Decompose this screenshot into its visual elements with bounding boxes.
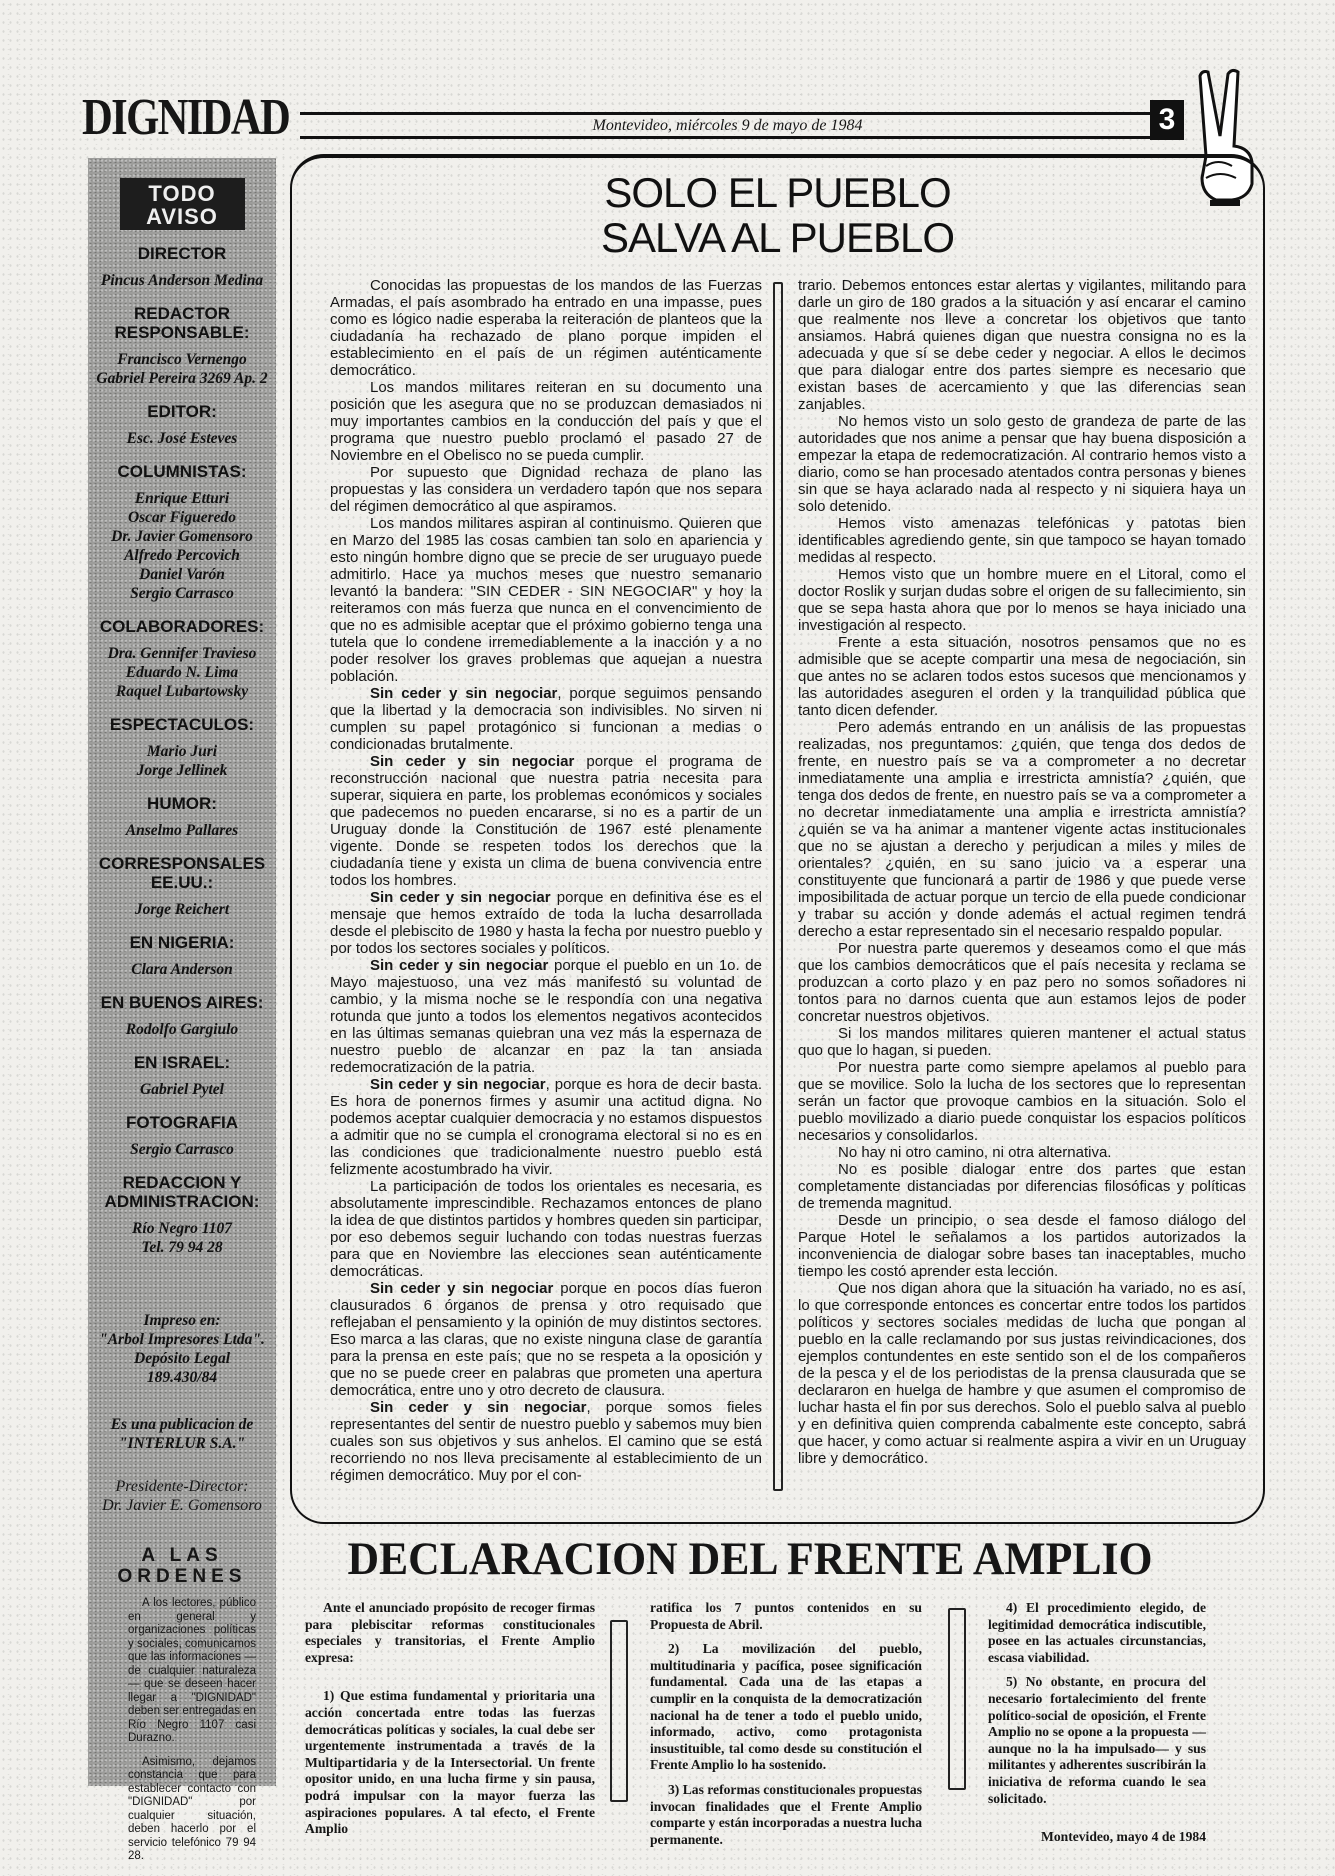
declaration-column — [305, 1600, 595, 1846]
article-paragraph — [798, 277, 1246, 413]
headline-line: SOLO EL PUEBLO — [604, 169, 951, 216]
publisher — [88, 1415, 276, 1453]
paragraph-lead: Sin ceder y sin negociar — [370, 1280, 554, 1297]
declaration-paragraph: 3) Las reformas constitucionales propuestas invocan finalidades que el Frente Amplio comparte y están incorporadas a nuestra lucha permanente. — [650, 1781, 922, 1847]
article-headline — [290, 170, 1265, 260]
declaration-paragraph: Ante el anunciado propósito de recoger firmas para plebiscitar reformas constitucionales especiales y transitorias, el Frente Amplio expresa: — [305, 1600, 595, 1665]
paragraph-text: trario. Debemos entonces estar alertas y vigilantes, militando para darle un giro de 180 grados a la situación y así encarar el camino que realmente nos lleve a concretar los objetivos que tanto ansiamos. Habrá quienes digan que nuestra consigna no es la adecuada y que sí se debe ceder y negociar. A ellos le decimos que para dialogar entre dos partes siempre es necesario que existan bases de acercamiento y que las diferencias sean zanjables. — [798, 277, 1246, 413]
paragraph-text: Hemos visto amenazas telefónicas y patotas bien identificables agrediendo gente, sin que tampoco se hayan tomado medidas al respecto. — [798, 515, 1246, 566]
paragraph-lead: Sin ceder y sin negociar — [370, 1076, 546, 1093]
staff-heading: CORRESPONSALES EE.UU.: — [98, 854, 266, 892]
staff-heading: EN BUENOS AIRES: — [100, 993, 264, 1012]
article-paragraph — [330, 1076, 762, 1178]
article-paragraph — [330, 957, 762, 1076]
declaration-paragraph: ratifica los 7 puntos contenidos en su Propuesta de Abril. — [650, 1600, 922, 1632]
publisher-line: "INTERLUR S.A." — [118, 1435, 246, 1452]
paragraph-text: Por nuestra parte como siempre apelamos al pueblo para que se movilice. Solo la lucha de los sectores que lo representan serán un factor que provoque cambios en la situación. Solo el pueblo movilizado a diario puede conquistar los espacios políticos necesarios y consolidarlos. — [798, 1059, 1246, 1144]
article-paragraph — [798, 1025, 1246, 1059]
staff-name: Daniel Varón — [139, 566, 225, 583]
staff-name: Clara Anderson — [131, 961, 233, 978]
staff-name: Sergio Carrasco — [130, 585, 234, 602]
declaration-title: DECLARACION DEL FRENTE AMPLIO — [347, 1533, 1153, 1585]
paragraph-text: , porque es hora de decir basta. Es hora de ponernos firmes y asumir una actitud digna. No podemos aceptar cualquier democracia y no estamos dispuestos a admitir que no se cumpla el cronograma electoral si no es en las condiciones que tradicionalmente nuestro pueblo está felizmente acostumbrado ha vivir. — [330, 1076, 762, 1178]
article-paragraph — [330, 753, 762, 889]
article-paragraph — [798, 1212, 1246, 1280]
declaration-paragraph: 5) No obstante, en procura del necesario fortalecimiento del frente político-social de oposición, el Frente Amplio no se opone a la propuesta —aunque no la ha impulsado— y sus militantes y adherentes suscribirán la iniciativa de reforma cuando le sea solicitado. — [988, 1674, 1206, 1806]
paragraph-text: Conocidas las propuestas de los mandos de las Fuerzas Armadas, el país asombrado ha entrado en una impasse, pues como es lógico nadie esperaba la reiteración de planteos que la ciudadanía ha rechazado de plano porque impiden el establecimiento en el país de un régimen auténticamente democrático. — [330, 277, 762, 379]
staff-name: Río Negro 1107 — [132, 1220, 232, 1237]
masthead-title: DIGNIDAD — [82, 89, 290, 146]
article-paragraph — [798, 1059, 1246, 1144]
paragraph-lead: Sin ceder y sin negociar — [370, 1399, 587, 1416]
article-paragraph — [330, 464, 762, 515]
ordenes-paragraph: A los lectores, público en general y organizaciones políticas y sociales, comunicamos que las informaciones —de cualquier naturaleza— que se deseen hacer llegar a "DIGNIDAD" deben ser entregadas en Río Negro 1107 casi Durazno. — [128, 1597, 256, 1744]
paragraph-text: Pero además entrando en un análisis de las propuestas realizadas, nos preguntamos: ¿quién, que tenga dos dedos de frente, en nuestro país se va a comprometer a no decretar inmediatamente una amplia e irrestricta amnistía? ¿quién, que tenga dos dedos de frente, en nuestro país se va a comprometer a no decretar inmediatamente una amplia e irrestricta amnistía? ¿quién se va ha animar a mantener vigente actas institucionales que no se ajustan a derecho y perjudican a miles y miles de orientales? ¿quién, en su sano juicio va a esperar una constituyente que funcionará a partir de 1986 y que puede verse imposibilitada de actuar porque un tercio de ella puede condicionar y trabar su acción y donde además el actual regimen tendrá derecho a estar representado sin el necesario respaldo popular. — [798, 719, 1246, 940]
staff-name: Jorge Jellinek — [136, 762, 228, 779]
headline-line: SALVA AL PUEBLO — [600, 214, 955, 261]
article-paragraph — [330, 685, 762, 753]
staff-heading: EN ISRAEL: — [133, 1053, 231, 1072]
column-divider — [610, 1620, 628, 1802]
president-line: Presidente-Director: — [115, 1478, 249, 1495]
paragraph-text: Frente a esta situación, nosotros pensamos que no es admisible que se acepte compartir una mesa de negociación, sin que antes no se aclaren todos estos sucesos que mencionamos y las autoridades aseguren el orden y la tranquilidad pública que tanto dicen defender. — [798, 634, 1246, 719]
staff-name: Sergio Carrasco — [130, 1141, 234, 1158]
page-number: 3 — [1150, 100, 1184, 140]
paragraph-text: Los mandos militares aspiran al continuismo. Quieren que en Marzo del 1985 las cosas cambien tan solo en apariencia y esto ningún hombre digno que se precie de ser uruguayo puede admitirlo. Hace ya muchos meses que nuestro semanario levantó la bandera: "SIN CEDER - SIN NEGOCIAR" y hoy la reiteramos con más fuerza que nunca en el convencimiento de que no es admisible aceptar que el próximo gobierno tenga una tutela que lo condene irremediablemente a la inacción y a no poder resolver los graves problemas que aquejan a nuestra población. — [330, 515, 762, 685]
paragraph-text: No hemos visto un solo gesto de grandeza de parte de las autoridades que nos anime a pensar que hay buena disposición a empezar la etapa de redemocratización. Al contrario hemos visto a diario, como se han procesado atentados contra personas y bienes sin que se haya aclarado nada al respecto y ni siquiera haya un solo detenido. — [798, 413, 1246, 515]
column-divider — [773, 282, 783, 1491]
staff-name: Gabriel Pytel — [140, 1081, 224, 1098]
dateline: Montevideo, miércoles 9 de mayo de 1984 — [592, 117, 863, 134]
paragraph-text: Si los mandos militares quieren mantener el actual status quo que lo hagan, si pueden. — [798, 1025, 1246, 1059]
paragraph-text: porque en definitiva ése es el mensaje que hemos extraído de toda la lucha desarrollada desde el plebiscito de 1980 y hasta la fecha por nuestro pueblo y por todos los sectores sociales y políticos. — [330, 889, 762, 957]
article-paragraph — [798, 1161, 1246, 1212]
article-column-left — [330, 277, 762, 1484]
article-paragraph — [330, 1178, 762, 1280]
masthead-rule — [300, 136, 1155, 139]
imprint-line: "Arbol Impresores Ltda". — [99, 1331, 265, 1348]
todo-aviso-logo — [120, 178, 245, 230]
article-paragraph — [798, 1280, 1246, 1467]
staff-heading: FOTOGRAFIA — [125, 1113, 239, 1132]
president-line: Dr. Javier E. Gomensoro — [102, 1497, 262, 1514]
paragraph-text: , porque somos fieles representantes del sentir de nuestro pueblo y sabemos muy bien cuales son sus objetivos y sus anhelos. El camino que se está recorriendo no nos lleva precisamente al establecimiento de un régimen democrático. Muy por el con- — [330, 1399, 762, 1484]
staff-heading: REDACCION Y ADMINISTRACION: — [104, 1173, 260, 1211]
staff-heading: DIRECTOR — [137, 244, 227, 263]
imprint-line: 189.430/84 — [146, 1369, 218, 1386]
staff-name: Enrique Etturi — [134, 490, 230, 507]
president-director — [88, 1477, 276, 1515]
paragraph-lead: Sin ceder y sin negociar — [370, 753, 575, 770]
publisher-line: Es una publicacion de — [110, 1416, 254, 1433]
staff-name: Oscar Figueredo — [127, 509, 237, 526]
declaration-paragraph: 4) El procedimiento elegido, de legitimidad democrática indiscutible, posee en las actuales circunstancias, escasa viabilidad. — [988, 1600, 1206, 1665]
staff-name: Alfredo Percovich — [124, 547, 240, 564]
paragraph-text: Que nos digan ahora que la situación ha variado, no es así, lo que corresponde entonces es concertar entre todos los partidos políticos y sectores sociales medidas de lucha que pongan al pueblo en la calle reclamando por sus justas reivindicaciones, dos ejemplos contundentes en este sentido son el de los compañeros de la pesca y el de los periodistas de la prensa clausurada que se declararon en huelga de hambre y que asumen el compromiso de luchar hasta el fin por sus derechos. Solo el pueblo salva al pueblo y en definitiva quien comprenda cabalmente este concepto, sabrá que hacer, y como actuar si realmente aspira a vivir en un Uruguay libre y democrático. — [798, 1280, 1246, 1467]
masthead-rule — [300, 112, 1155, 115]
article-paragraph — [330, 1399, 762, 1484]
staff-name: Francisco Vernengo — [117, 351, 247, 368]
staff-name: Esc. José Esteves — [126, 430, 238, 447]
paragraph-text: No es posible dialogar entre dos partes que estan completamente distanciadas por diferencias filosóficas y políticas de tremenda magnitud. — [798, 1161, 1246, 1212]
article-column-right — [798, 277, 1246, 1467]
paragraph-text: Hemos visto que un hombre muere en el Litoral, como el doctor Roslik y surjan dudas sobre el origen de su fallecimiento, sin que se sepa hasta ahora que por lo menos se haya iniciado una investigación al respecto. — [798, 566, 1246, 634]
article-paragraph — [798, 1144, 1246, 1161]
staff-name: Anselmo Pallares — [125, 822, 239, 839]
paragraph-text: Desde un principio, o sea desde el famoso diálogo del Parque Hotel le señalamos a los partidos autorizados la inconveniencia de dialogar sobre bases tan inaceptables, mucho tiempo les costó aprender esta lección. — [798, 1212, 1246, 1280]
staff-heading: HUMOR: — [147, 794, 217, 813]
ordenes-title: A LAS ORDENES — [117, 1545, 247, 1587]
staff-name: Raquel Lubartowsky — [115, 683, 249, 700]
imprint-line: Depósito Legal — [134, 1350, 230, 1367]
staff-heading: COLUMNISTAS: — [117, 462, 247, 481]
article-paragraph — [330, 515, 762, 685]
staff-heading: EN NIGERIA: — [129, 933, 235, 952]
declaration-signature: Montevideo, mayo 4 de 1984 — [1041, 1829, 1206, 1845]
paragraph-text: porque el pueblo en un 1o. de Mayo majestuoso, una vez más manifestó su voluntad de cambio, y la misma noche se le respondía con una negativa rotunda que junto a todos los elementos negativos acontecidos en las últimas semanas quiebran una vez más la espernaza de nuestro pueblo de alcanzar en paz la tan ansiada redemocratización de la patria. — [330, 957, 762, 1076]
paragraph-lead: Sin ceder y sin negociar — [370, 957, 549, 974]
staff-name: Dra. Gennifer Travieso — [107, 645, 257, 662]
paragraph-lead: Sin ceder y sin negociar — [370, 685, 558, 702]
staff-name: Tel. 79 94 28 — [141, 1239, 223, 1256]
paragraph-text: Los mandos militares reiteran en su documento una posición que les asegura que no se produzcan demasiados ni muy importantes cambios en la conducción del país y que el programa que nuestro pueblo proclamó el pasado 27 de Noviembre en el Obelisco no se pueda cumplir. — [330, 379, 762, 464]
staff-name: Eduardo N. Lima — [125, 664, 239, 681]
staff-heading: REDACTOR RESPONSABLE: — [114, 304, 250, 342]
article-paragraph — [798, 940, 1246, 1025]
paragraph-text: porque en pocos días fueron clausurados 6 órganos de prensa y otro requisado que reflejaban el pensamiento y la opinión de muy distintos sectores. Eso marca a las claras, que no existe ninguna clase de garantía para la prensa en este país; que no se respeta a la oposición y que no se puede creer en palabras que prometen una apertura democrática, entre uno y otro decreto de clausura. — [330, 1280, 762, 1399]
column-divider — [948, 1608, 966, 1790]
staff-name: Jorge Reichert — [134, 901, 230, 918]
paragraph-text: Por supuesto que Dignidad rechaza de plano las propuestas y las considera un verdadero tapón que nos separa del régimen democrático al que aspiramos. — [330, 464, 762, 515]
article-paragraph — [330, 889, 762, 957]
article-paragraph — [798, 515, 1246, 566]
staff-heading: ESPECTACULOS: — [109, 715, 255, 734]
article-paragraph — [798, 719, 1246, 940]
paragraph-lead: Sin ceder y sin negociar — [370, 889, 551, 906]
staff-name: Dr. Javier Gomensoro — [111, 528, 253, 545]
staff-heading: COLABORADORES: — [99, 617, 265, 636]
paragraph-text: Por nuestra parte queremos y deseamos como el que más que los cambios democráticos que el país necesita y reclama se produzcan a corto plazo y en paz pero no somos soñadores ni tontos para no darnos cuenta que aun estamos lejos de poder concretar nuestros objetivos. — [798, 940, 1246, 1025]
article-paragraph — [330, 379, 762, 464]
declaration-column — [988, 1600, 1206, 1854]
declaration-column — [650, 1600, 922, 1856]
ordenes-paragraph: Asimismo, dejamos constancia que para establecer contacto con "DIGNIDAD" por cualquier situación, deben hacerlo por el servicio telefónico 79 94 28. — [128, 1755, 256, 1862]
staff-sidebar — [88, 158, 276, 1862]
staff-list — [88, 244, 276, 1257]
declaration-paragraph: 1) Que estima fundamental y prioritaria una acción concertada entre todas las fuerzas democráticas políticas y sociales, la cual debe ser urgentemente instrumentada a través de la Multipartidaria y de la Intersectorial. Un frente opositor unido, en una lucha firme y sin pausa, podrá impulsar con la mayor fuerza las aspiraciones populares. A tal efecto, el Frente Amplio — [305, 1688, 595, 1837]
imprint-line: Impreso en: — [143, 1312, 221, 1329]
staff-name: Pincus Anderson Medina — [100, 272, 264, 289]
declaration-paragraph: 2) La movilización del pueblo, multitudinaria y pacífica, posee significación fundamental. Cada una de las etapas a cumplir en la conquista de la democratización nacional ha de tener a todo el pueblo unido, informado, activo, como protagonista insustituible, tal como desde su constitución el Frente Amplio lo ha sostenido. — [650, 1641, 922, 1773]
logo-line: AVISO — [146, 204, 218, 229]
staff-name: Mario Juri — [146, 743, 218, 760]
article-paragraph — [330, 277, 762, 379]
paragraph-text: , porque seguimos pensando que la libertad y la democracia son indivisibles. No sirven ni cumplen su papel protagónico si funcionan a medias o condicionadas brutalmente. — [330, 685, 762, 753]
staff-heading: EDITOR: — [147, 402, 217, 421]
paragraph-text: La participación de todos los orientales es necesaria, es absolutamente imprescindible. Rechazamos entonces de plano la idea de que distintos partidos y hombres queden sin participar, por eso debemos seguir luchando con todas nuestras fuerzas para que en Noviembre las elecciones sean auténticamente democráticas. — [330, 1178, 762, 1280]
staff-name: Rodolfo Gargiulo — [125, 1021, 239, 1038]
article-paragraph — [798, 566, 1246, 634]
article-paragraph — [798, 634, 1246, 719]
logo-line: TODO — [148, 181, 216, 206]
imprint — [88, 1311, 276, 1387]
article-paragraph — [330, 1280, 762, 1399]
article-paragraph — [798, 413, 1246, 515]
paragraph-text: No hay ni otro camino, ni otra alternativa. — [838, 1144, 1112, 1161]
staff-name: Gabriel Pereira 3269 Ap. 2 — [96, 370, 268, 387]
paragraph-text: porque el programa de reconstrucción nacional que nuestra patria necesita para superar, siquiera en parte, los problemas económicos y sociales que padecemos no pueden encararse, si no es a partir de un Uruguay donde la Constitución de 1967 esté plenamente vigente. Donde se respeten todos los derechos que la ciudadanía tiene y exista un clima de buena convivencia entre todos los hombres. — [330, 753, 762, 889]
